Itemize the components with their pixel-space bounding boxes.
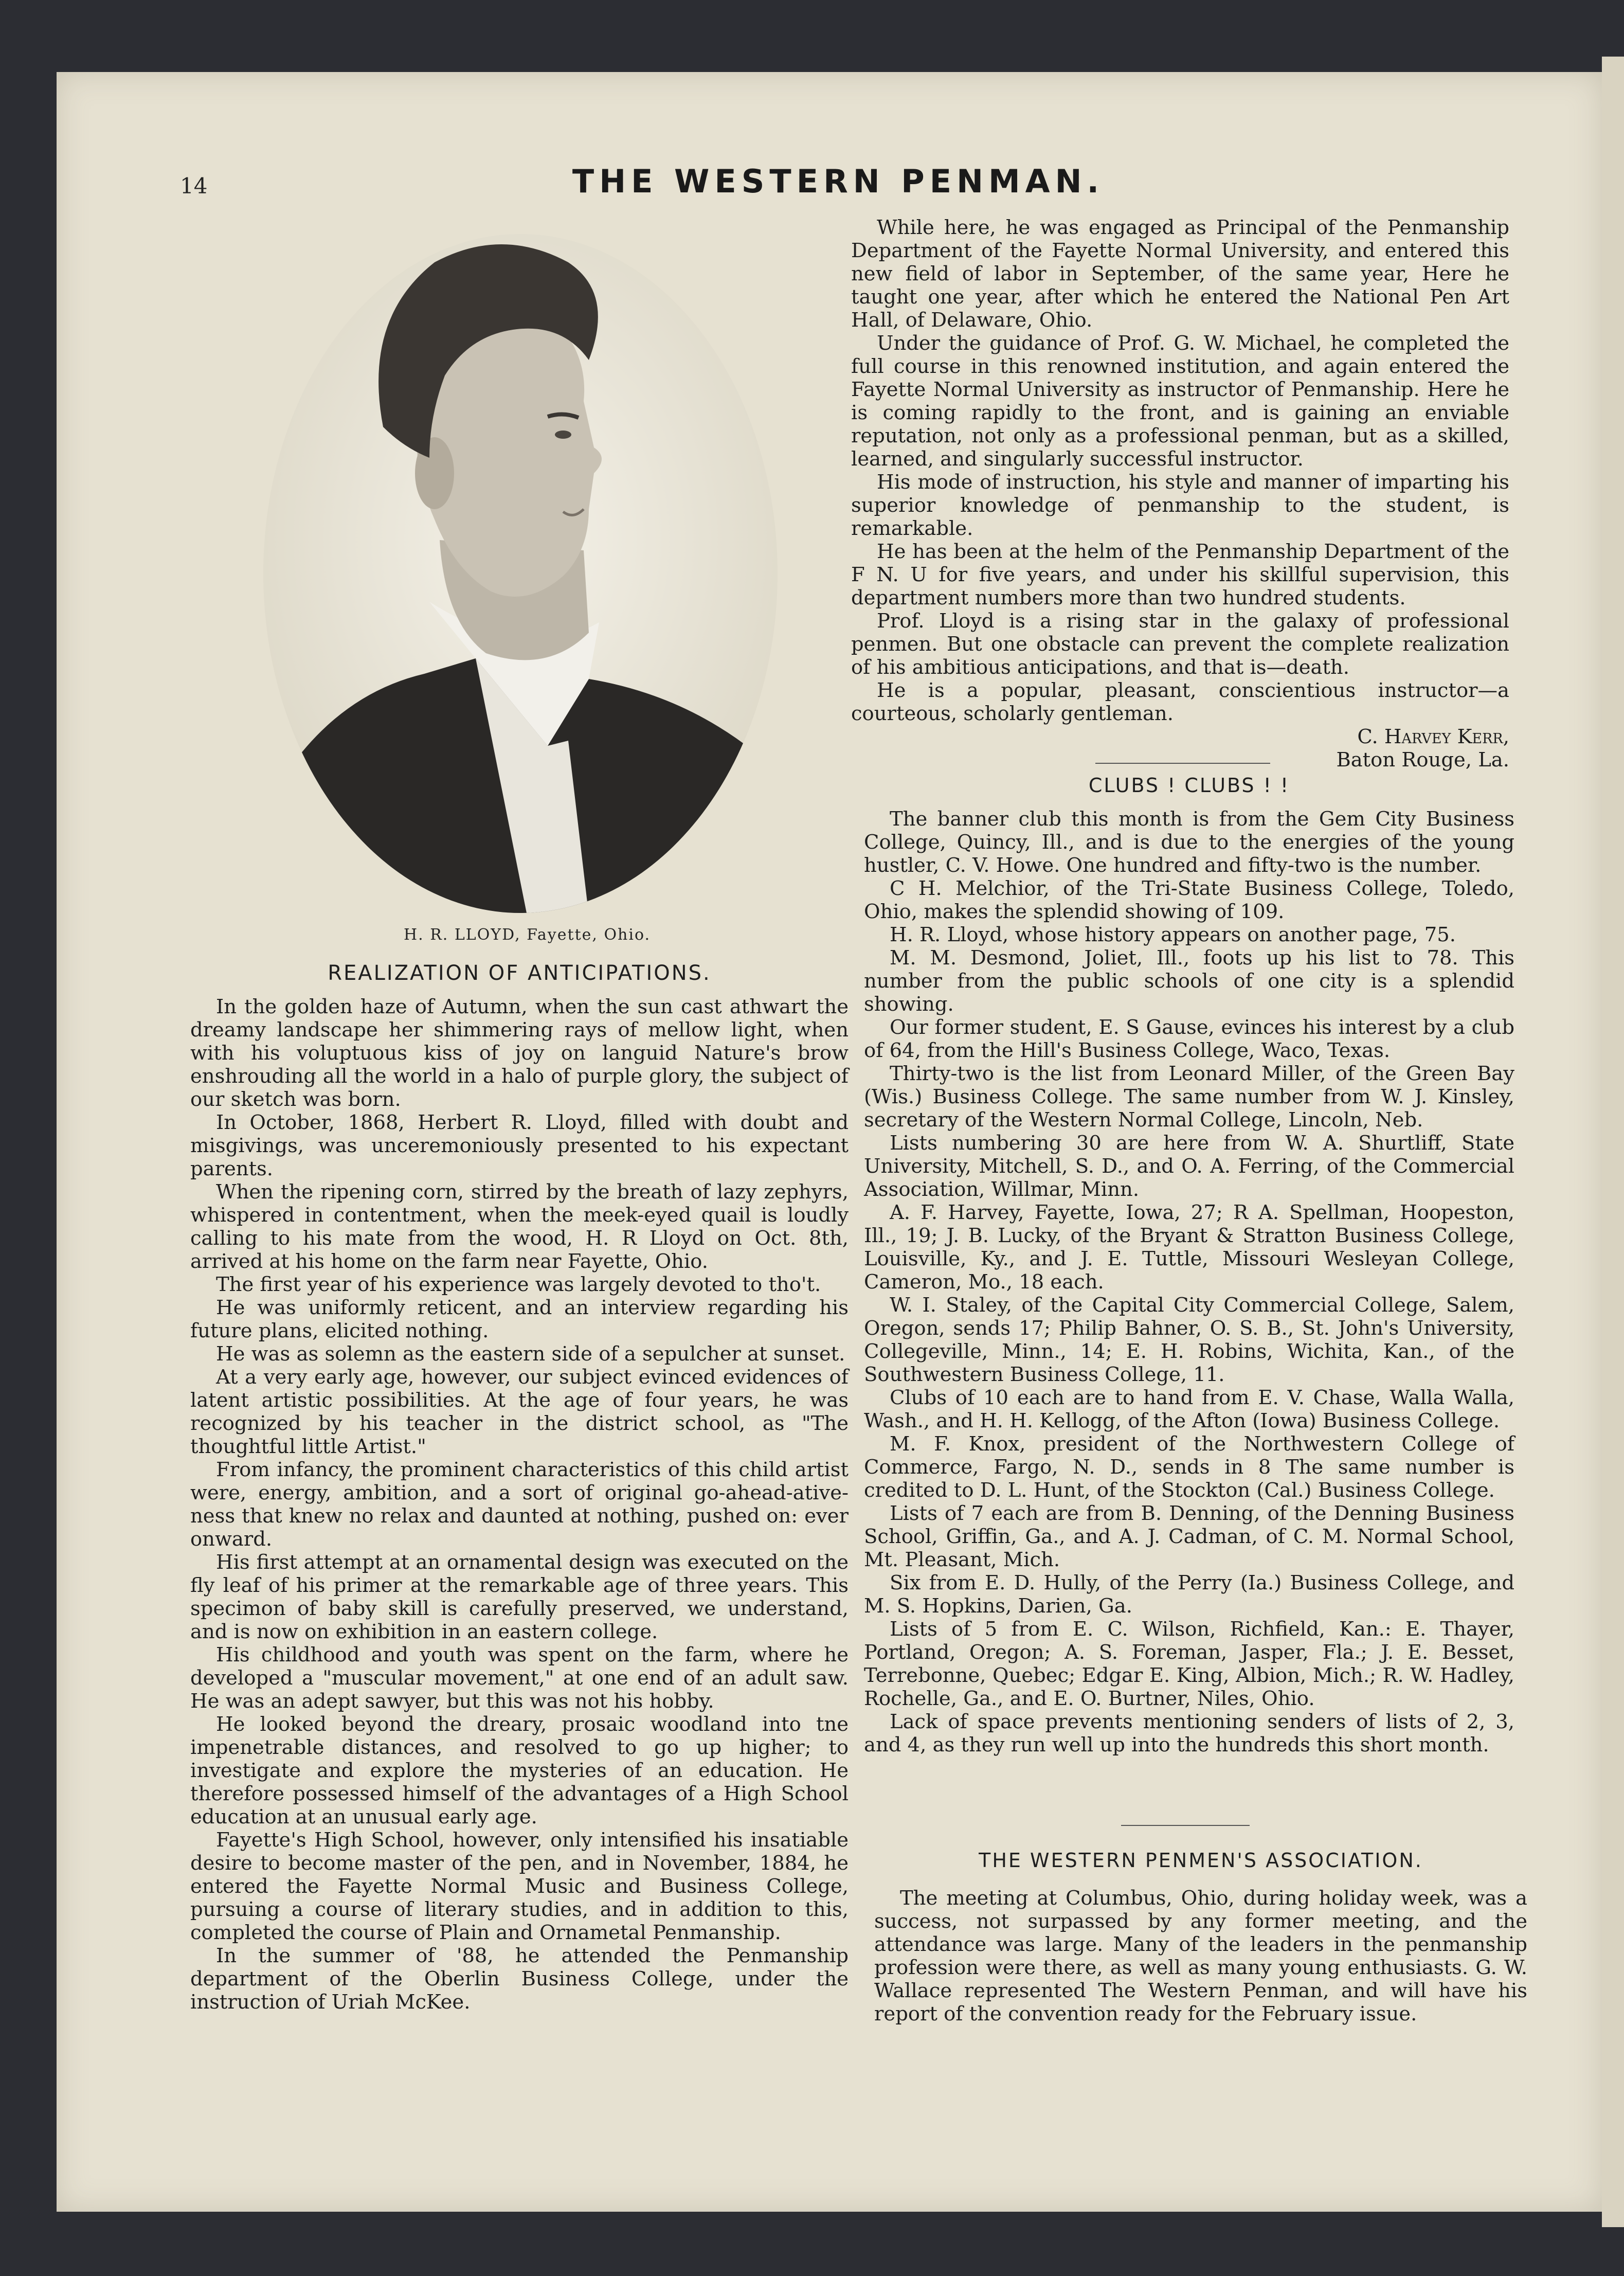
portrait-photo xyxy=(260,231,782,916)
article-title: REALIZATION OF ANTICIPATIONS. xyxy=(328,961,711,985)
clubs-paragraph: H. R. Lloyd, whose history appears on another page, 75. xyxy=(890,923,1456,946)
clubs-paragraph: Lists of 7 each are from B. Denning, of the Denning Business School, Griffin, Ga., and A. J. Cadman, of C. M. Normal School, Mt. Pleasant, Mich. xyxy=(864,1502,1514,1571)
association-paragraph: The meeting at Columbus, Ohio, during holiday week, was a success, not surpassed by any former meeting, and the attendance was large. Many of the leaders in the penmanship profession were there, as well as many young enthusiasts. G. W. Wallace represented The Western Penman, and will have his report of the convention ready for the February issue. xyxy=(874,1887,1527,2026)
next-page-edge xyxy=(1602,57,1624,2227)
clubs-paragraph: Clubs of 10 each are to hand from E. V. Chase, Walla Walla, Wash., and H. H. Kellogg, of the Afton (Iowa) Business College. xyxy=(864,1386,1514,1432)
article-paragraph: The first year of his experience was largely devoted to tho't. xyxy=(216,1273,821,1296)
clubs-paragraph: Lists numbering 30 are here from W. A. Shurtliff, State University, Mitchell, S. D., and O. A. Ferring, of the Commercial Association, Willmar, Minn. xyxy=(864,1132,1514,1201)
article-paragraph: In the summer of '88, he attended the Penmanship department of the Oberlin Business College, under the instruction of Uriah McKee. xyxy=(190,1944,849,2014)
clubs-paragraph: A. F. Harvey, Fayette, Iowa, 27; R A. Spellman, Hoopeston, Ill., 19; J. B. Lucky, of the Bryant & Stratton Business College, Louisville, Ky., and J. E. Tuttle, Missouri Wesleyan College, Cameron, Mo., 18 each. xyxy=(864,1201,1514,1294)
clubs-paragraph: Lack of space prevents mentioning senders of lists of 2, 3, and 4, as they run well up into the hundreds this short month. xyxy=(864,1710,1514,1757)
article-paragraph: While here, he was engaged as Principal of the Penmanship Department of the Fayette Normal University, and entered this new field of labor in September, of the same year, Here he taught one year, after which he entered the National Pen Art Hall, of Delaware, Ohio. xyxy=(851,216,1509,332)
article-paragraph: He has been at the helm of the Penmanship Department of the F N. U for five years, and under his skillful supervision, this department numbers more than two hundred students. xyxy=(851,540,1509,610)
right-column-continuation xyxy=(851,216,1509,772)
article-paragraph: Fayette's High School, however, only intensified his insatiable desire to become master of the pen, and in November, 1884, he entered the Fayette Normal Music and Business College, pursuing a course of literary studies, and in addition to this, completed the course of Plain and Ornametal Penmanship. xyxy=(190,1829,849,1944)
signature-name: C. Harvey Kerr, xyxy=(1357,725,1509,748)
association-section xyxy=(874,1849,1527,2026)
article-paragraph: Prof. Lloyd is a rising star in the galaxy of professional penmen. But one obstacle can prevent the complete realization of his ambitious anticipations, and that is—death. xyxy=(851,610,1509,679)
section-divider xyxy=(1121,1825,1250,1826)
left-column xyxy=(190,962,849,2014)
article-paragraph: When the ripening corn, stirred by the breath of lazy zephyrs, whispered in contentment, when the meek-eyed quail is loudly calling to his mate from the wood, H. R Lloyd on Oct. 8th, arrived at his home on the farm near Fayette, Ohio. xyxy=(190,1180,849,1273)
clubs-paragraph: Thirty-two is the list from Leonard Miller, of the Green Bay (Wis.) Business College. The same number from W. J. Kinsley, secretary of the Western Normal College, Lincoln, Neb. xyxy=(864,1062,1514,1132)
article-paragraph: In October, 1868, Herbert R. Lloyd, filled with doubt and misgivings, was unceremoniously presented to his expectant parents. xyxy=(190,1111,849,1180)
clubs-paragraph: The banner club this month is from the Gem City Business College, Quincy, Ill., and is due to the energies of the young hustler, C. V. Howe. One hundred and fifty-two is the number. xyxy=(864,808,1514,877)
clubs-paragraph: Lists of 5 from E. C. Wilson, Richfield, Kan.: E. Thayer, Portland, Oregon; A. S. Foreman, Jasper, Fla.; J. E. Besset, Terrebonne, Quebec; Edgar E. King, Albion, Mich.; R. W. Hadley, Rochelle, Ga., and E. O. Burtner, Niles, Ohio. xyxy=(864,1618,1514,1710)
association-title: THE WESTERN PENMEN'S ASSOCIATION. xyxy=(979,1849,1423,1872)
article-paragraph: He looked beyond the dreary, prosaic woodland into tne impenetrable distances, and resolved to go up higher; to investigate and explore the mysteries of an education. He therefore possessed himself of the advantages of a High School education at an unusual early age. xyxy=(190,1713,849,1829)
clubs-paragraph: Six from E. D. Hully, of the Perry (Ia.) Business College, and M. S. Hopkins, Darien, Ga. xyxy=(864,1571,1514,1618)
article-paragraph: His first attempt at an ornamental design was executed on the fly leaf of his primer at the remarkable age of three years. This specimon of baby skill is carefully preserved, we understand, and is now on exhibition in an eastern college. xyxy=(190,1551,849,1643)
signature-place: Baton Rouge, La. xyxy=(1336,748,1509,772)
section-divider xyxy=(1095,763,1270,764)
clubs-paragraph: Our former student, E. S Gause, evinces his interest by a club of 64, from the Hill's Business College, Waco, Texas. xyxy=(864,1016,1514,1062)
article-paragraph: Under the guidance of Prof. G. W. Michael, he completed the full course in this renowned institution, and again entered the Fayette Normal University as instructor of Penmanship. Here he is coming rapidly to the front, and is gaining an enviable reputation, not only as a professional penman, but as a skilled, learned, and singularly successful instructor. xyxy=(851,332,1509,471)
portrait-caption: H. R. LLOYD, Fayette, Ohio. xyxy=(403,926,651,944)
page-number: 14 xyxy=(180,173,208,199)
article-paragraph: At a very early age, however, our subject evinced evidences of latent artistic possibilities. At the age of four years, he was recognized by his teacher in the district school, as "The thoughtful little Artist." xyxy=(190,1366,849,1458)
article-paragraph: His childhood and youth was spent on the farm, where he developed a "muscular movement," at one end of an adult saw. He was an adept sawyer, but this was not his hobby. xyxy=(190,1643,849,1713)
clubs-paragraph: M. M. Desmond, Joliet, Ill., foots up his list to 78. This number from the public schools of one city is a splendid showing. xyxy=(864,946,1514,1016)
masthead-title: THE WESTERN PENMAN. xyxy=(572,163,1105,200)
clubs-paragraph: C H. Melchior, of the Tri-State Business College, Toledo, Ohio, makes the splendid showing of 109. xyxy=(864,877,1514,923)
article-paragraph: He is a popular, pleasant, conscientious instructor—a courteous, scholarly gentleman. xyxy=(851,679,1509,725)
article-paragraph: He was uniformly reticent, and an interview regarding his future plans, elicited nothing. xyxy=(190,1296,849,1342)
article-paragraph: From infancy, the prominent characteristics of this child artist were, energy, ambition, and a sort of original go-ahead-ative-ness that knew no relax and daunted at nothing, pushed on: ever onward. xyxy=(190,1458,849,1551)
clubs-title: CLUBS ! CLUBS ! ! xyxy=(1088,774,1290,797)
clubs-paragraph: W. I. Staley, of the Capital City Commercial College, Salem, Oregon, sends 17; Philip Bahner, O. S. B., St. John's University, Collegeville, Minn., 14; E. H. Robins, Wichita, Kan., of the Southwestern Business College, 11. xyxy=(864,1294,1514,1386)
clubs-paragraph: M. F. Knox, president of the Northwestern College of Commerce, Fargo, N. D., sends in 8 The same number is credited to D. L. Hunt, of the Stockton (Cal.) Business College. xyxy=(864,1432,1514,1502)
article-paragraph: In the golden haze of Autumn, when the sun cast athwart the dreamy landscape her shimmering rays of mellow light, when with his voluptuous kiss of joy on languid Nature's brow enshrouding all the world in a halo of purple glory, the subject of our sketch was born. xyxy=(190,995,849,1111)
clubs-section xyxy=(864,774,1514,1757)
article-paragraph: He was as solemn as the eastern side of a sepulcher at sunset. xyxy=(216,1342,845,1366)
article-paragraph: His mode of instruction, his style and manner of imparting his superior knowledge of penmanship to the student, is remarkable. xyxy=(851,471,1509,540)
